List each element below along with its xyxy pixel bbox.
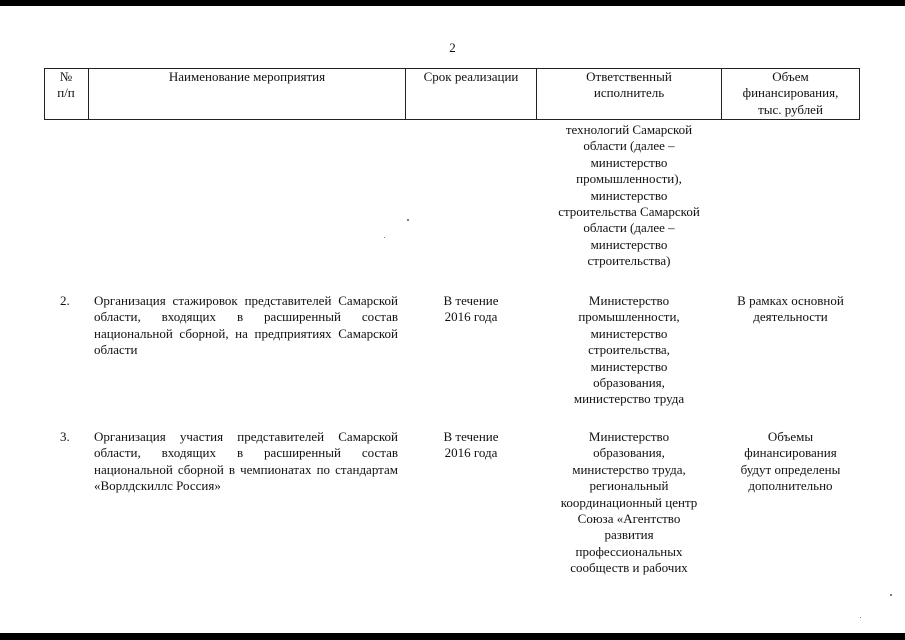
header-term: Срок реализации [423,69,519,84]
header-responsible: Ответственный исполнитель [586,69,672,101]
row-term: В течение 2016 года [443,429,499,461]
row-funding: Объемы финансирования будут определены дополнительно [740,429,841,494]
scan-speck [384,237,385,238]
page-number: 2 [449,40,456,55]
row-number: 2. [60,293,70,308]
continuation-responsible: технологий Самарской области (далее – министерство промышленности), министерство строительства Самарской области (далее – министерство строительства) [558,122,700,269]
row-funding: В рамках основной деятельности [737,293,844,325]
bottom-scan-border [0,633,905,640]
scan-speck [890,594,892,596]
row-number: 3. [60,429,70,444]
row-responsible: Министерство промышленности, министерство строительства, министерство образования, министерство труда [573,293,685,407]
header-num: № п/п [57,69,75,101]
row-responsible: Министерство образования, министерство труда, региональный координационный центр Союза «Агентство развития профессиональных сообществ и рабочих [560,429,698,576]
header-funding: Объем финансирования, тыс. рублей [742,69,839,117]
row-term: В течение 2016 года [443,293,499,325]
header-col-divider [859,68,860,120]
scan-speck [860,617,861,618]
header-name: Наименование мероприятия [168,69,326,84]
scan-speck [407,219,409,221]
row-name: Организация участия представителей Самарской области, входящих в расширенный состав национальной сборной в чемпионатах по стандартам «Ворлдскиллс Россия» [94,429,398,494]
header-bottom-border [44,119,860,120]
row-name: Организация стажировок представителей Самарской области, входящих в расширенный состав национальной сборной, на предприятиях Самарской области [94,293,398,358]
top-scan-border [0,0,905,6]
